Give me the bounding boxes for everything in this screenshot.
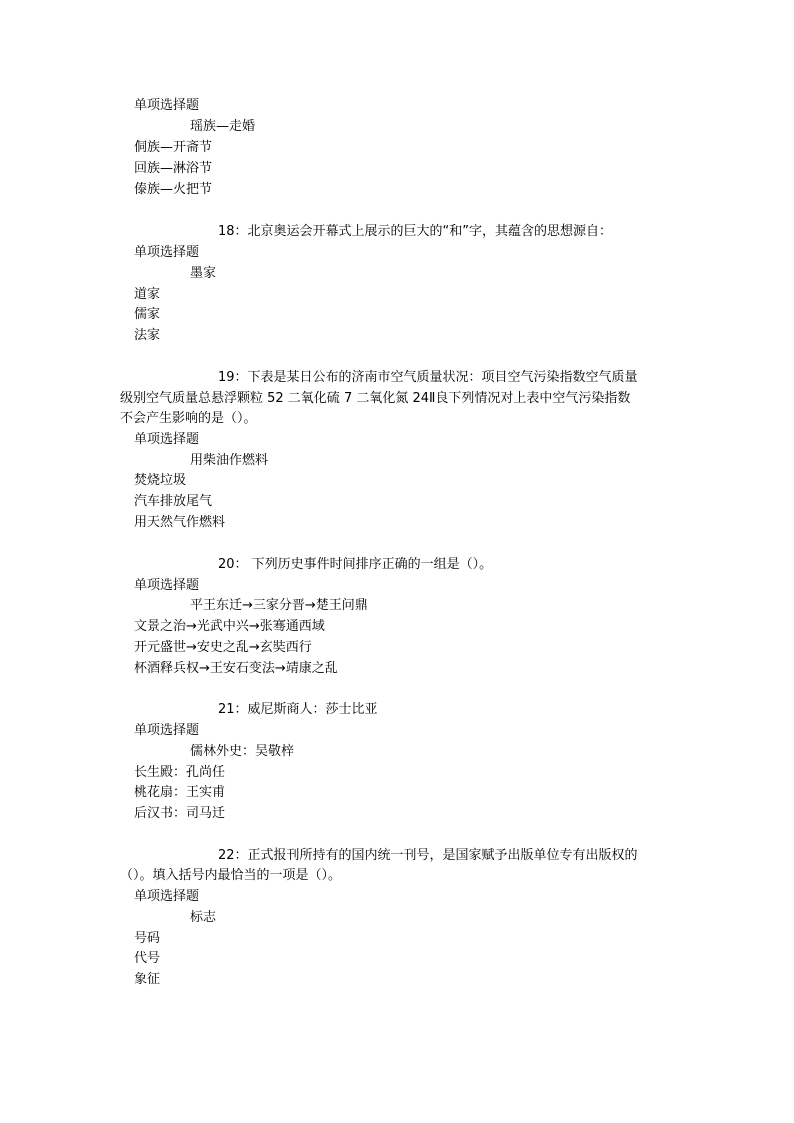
question-text-line-1: 22：正式报刊所持有的国内统一刊号，是国家赋予出版单位专有出版权的 bbox=[218, 848, 638, 863]
question-text-line-1: 19：下表是某日公布的济南市空气质量状况：项目空气污染指数空气质量 bbox=[218, 370, 638, 385]
question-type: 单项选择题 bbox=[134, 723, 200, 738]
option-c[interactable]: 开元盛世→安史之乱→玄奘西行 bbox=[134, 640, 312, 655]
option-d[interactable]: 杯酒释兵权→王安石变法→靖康之乱 bbox=[134, 661, 338, 676]
option-a[interactable]: 瑶族—走婚 bbox=[190, 119, 256, 134]
option-b[interactable]: 侗族—开斋节 bbox=[134, 140, 213, 155]
option-d[interactable]: 用天然气作燃料 bbox=[134, 515, 226, 530]
question-text: 21：威尼斯商人：莎士比亚 bbox=[218, 702, 378, 717]
question-text-line-2: （）。填入括号内最恰当的一项是（）。 bbox=[120, 868, 342, 883]
option-d[interactable]: 法家 bbox=[134, 328, 161, 343]
option-c[interactable]: 汽车排放尾气 bbox=[134, 494, 213, 509]
question-type: 单项选择题 bbox=[134, 889, 200, 904]
question-text-line-3: 不会产生影响的是（）。 bbox=[120, 411, 257, 426]
option-b[interactable]: 文景之治→光武中兴→张骞通西域 bbox=[134, 619, 325, 634]
question-type: 单项选择题 bbox=[134, 98, 200, 113]
option-b[interactable]: 号码 bbox=[134, 931, 161, 946]
option-a[interactable]: 墨家 bbox=[190, 266, 217, 281]
option-a[interactable]: 平王东迁→三家分晋→楚王问鼎 bbox=[190, 598, 368, 613]
question-type: 单项选择题 bbox=[134, 578, 200, 593]
question-type: 单项选择题 bbox=[134, 245, 200, 260]
option-b[interactable]: 长生殿：孔尚任 bbox=[134, 765, 226, 780]
option-d[interactable]: 象征 bbox=[134, 972, 161, 987]
option-b[interactable]: 道家 bbox=[134, 287, 161, 302]
option-c[interactable]: 回族—淋浴节 bbox=[134, 161, 213, 176]
question-text: 18：北京奥运会开幕式上展示的巨大的“和”字，其蕴含的思想源自： bbox=[218, 224, 613, 239]
option-c[interactable]: 儒家 bbox=[134, 307, 161, 322]
option-d[interactable]: 后汉书：司马迁 bbox=[134, 806, 226, 821]
option-c[interactable]: 桃花扇：王实甫 bbox=[134, 785, 226, 800]
question-text: 20： 下列历史事件时间排序正确的一组是（）。 bbox=[218, 557, 493, 572]
option-c[interactable]: 代号 bbox=[134, 951, 161, 966]
option-a[interactable]: 标志 bbox=[190, 910, 217, 925]
option-b[interactable]: 焚烧垃圾 bbox=[134, 473, 187, 488]
option-d[interactable]: 傣族—火把节 bbox=[134, 182, 213, 197]
option-a[interactable]: 用柴油作燃料 bbox=[190, 453, 269, 468]
option-a[interactable]: 儒林外史：吴敬梓 bbox=[190, 744, 295, 759]
question-type: 单项选择题 bbox=[134, 432, 200, 447]
question-text-line-2: 级别空气质量总悬浮颗粒 52 二氧化硫 7 二氧化氮 24Ⅱ良下列情况对上表中空气污染指数 bbox=[120, 391, 631, 406]
